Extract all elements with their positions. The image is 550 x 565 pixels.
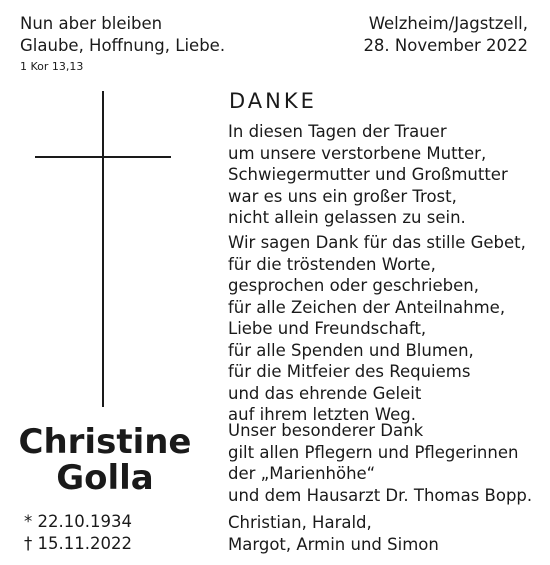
text-line: nicht allein gelassen zu sein. (228, 208, 466, 227)
deceased-name (0, 424, 210, 496)
text-line: für alle Spenden und Blumen, (228, 340, 474, 360)
place-line: Welzheim/Jagstzell, (368, 14, 528, 33)
thanks-paragraph-3 (228, 420, 532, 506)
last-name: Golla (56, 458, 154, 498)
text-line: Liebe und Freundschaft, (228, 319, 427, 338)
place-and-date (363, 13, 528, 57)
page-title: DANKE (229, 89, 317, 113)
text-line: Unser besonderer Dank (228, 421, 424, 440)
signature (228, 512, 439, 555)
text-line: und das ehrende Geleit (228, 383, 422, 403)
text-line: In diesen Tagen der Trauer (228, 122, 447, 141)
first-name: Christine (18, 422, 192, 462)
life-dates (24, 511, 132, 555)
cross-icon-bar (35, 156, 171, 158)
verse-reference: 1 Kor 13,13 (20, 60, 84, 73)
text-line: auf ihrem letzten Weg. (228, 405, 416, 424)
text-line: gilt allen Pflegern und Pflegerinnen (228, 442, 519, 462)
text-line: für die Mitfeier des Requiems (228, 362, 471, 381)
thanks-paragraph-1 (228, 121, 508, 229)
text-line: gesprochen oder geschrieben, (228, 276, 479, 295)
date-line: 28. November 2022 (363, 36, 528, 55)
bible-verse (20, 13, 225, 57)
text-line: für alle Zeichen der Anteilnahme, (228, 297, 506, 317)
signature-line: Christian, Harald, (228, 513, 372, 532)
signature-line: Margot, Armin und Simon (228, 534, 439, 554)
birth-date: * 22.10.1934 (24, 512, 132, 531)
verse-line: Glaube, Hoffnung, Liebe. (20, 36, 226, 55)
text-line: und dem Hausarzt Dr. Thomas Bopp. (228, 485, 533, 505)
verse-line: Nun aber bleiben (20, 14, 163, 33)
death-date: † 15.11.2022 (24, 534, 132, 553)
text-line: war es uns ein großer Trost, (228, 186, 457, 206)
text-line: für die tröstenden Worte, (228, 254, 436, 274)
text-line: Schwiegermutter und Großmutter (228, 165, 508, 184)
text-line: der „Marienhöhe“ (228, 464, 376, 483)
text-line: Wir sagen Dank für das stille Gebet, (228, 233, 526, 252)
text-line: um unsere verstorbene Mutter, (228, 143, 487, 163)
cross-icon (102, 91, 104, 407)
thanks-paragraph-2 (228, 232, 526, 426)
